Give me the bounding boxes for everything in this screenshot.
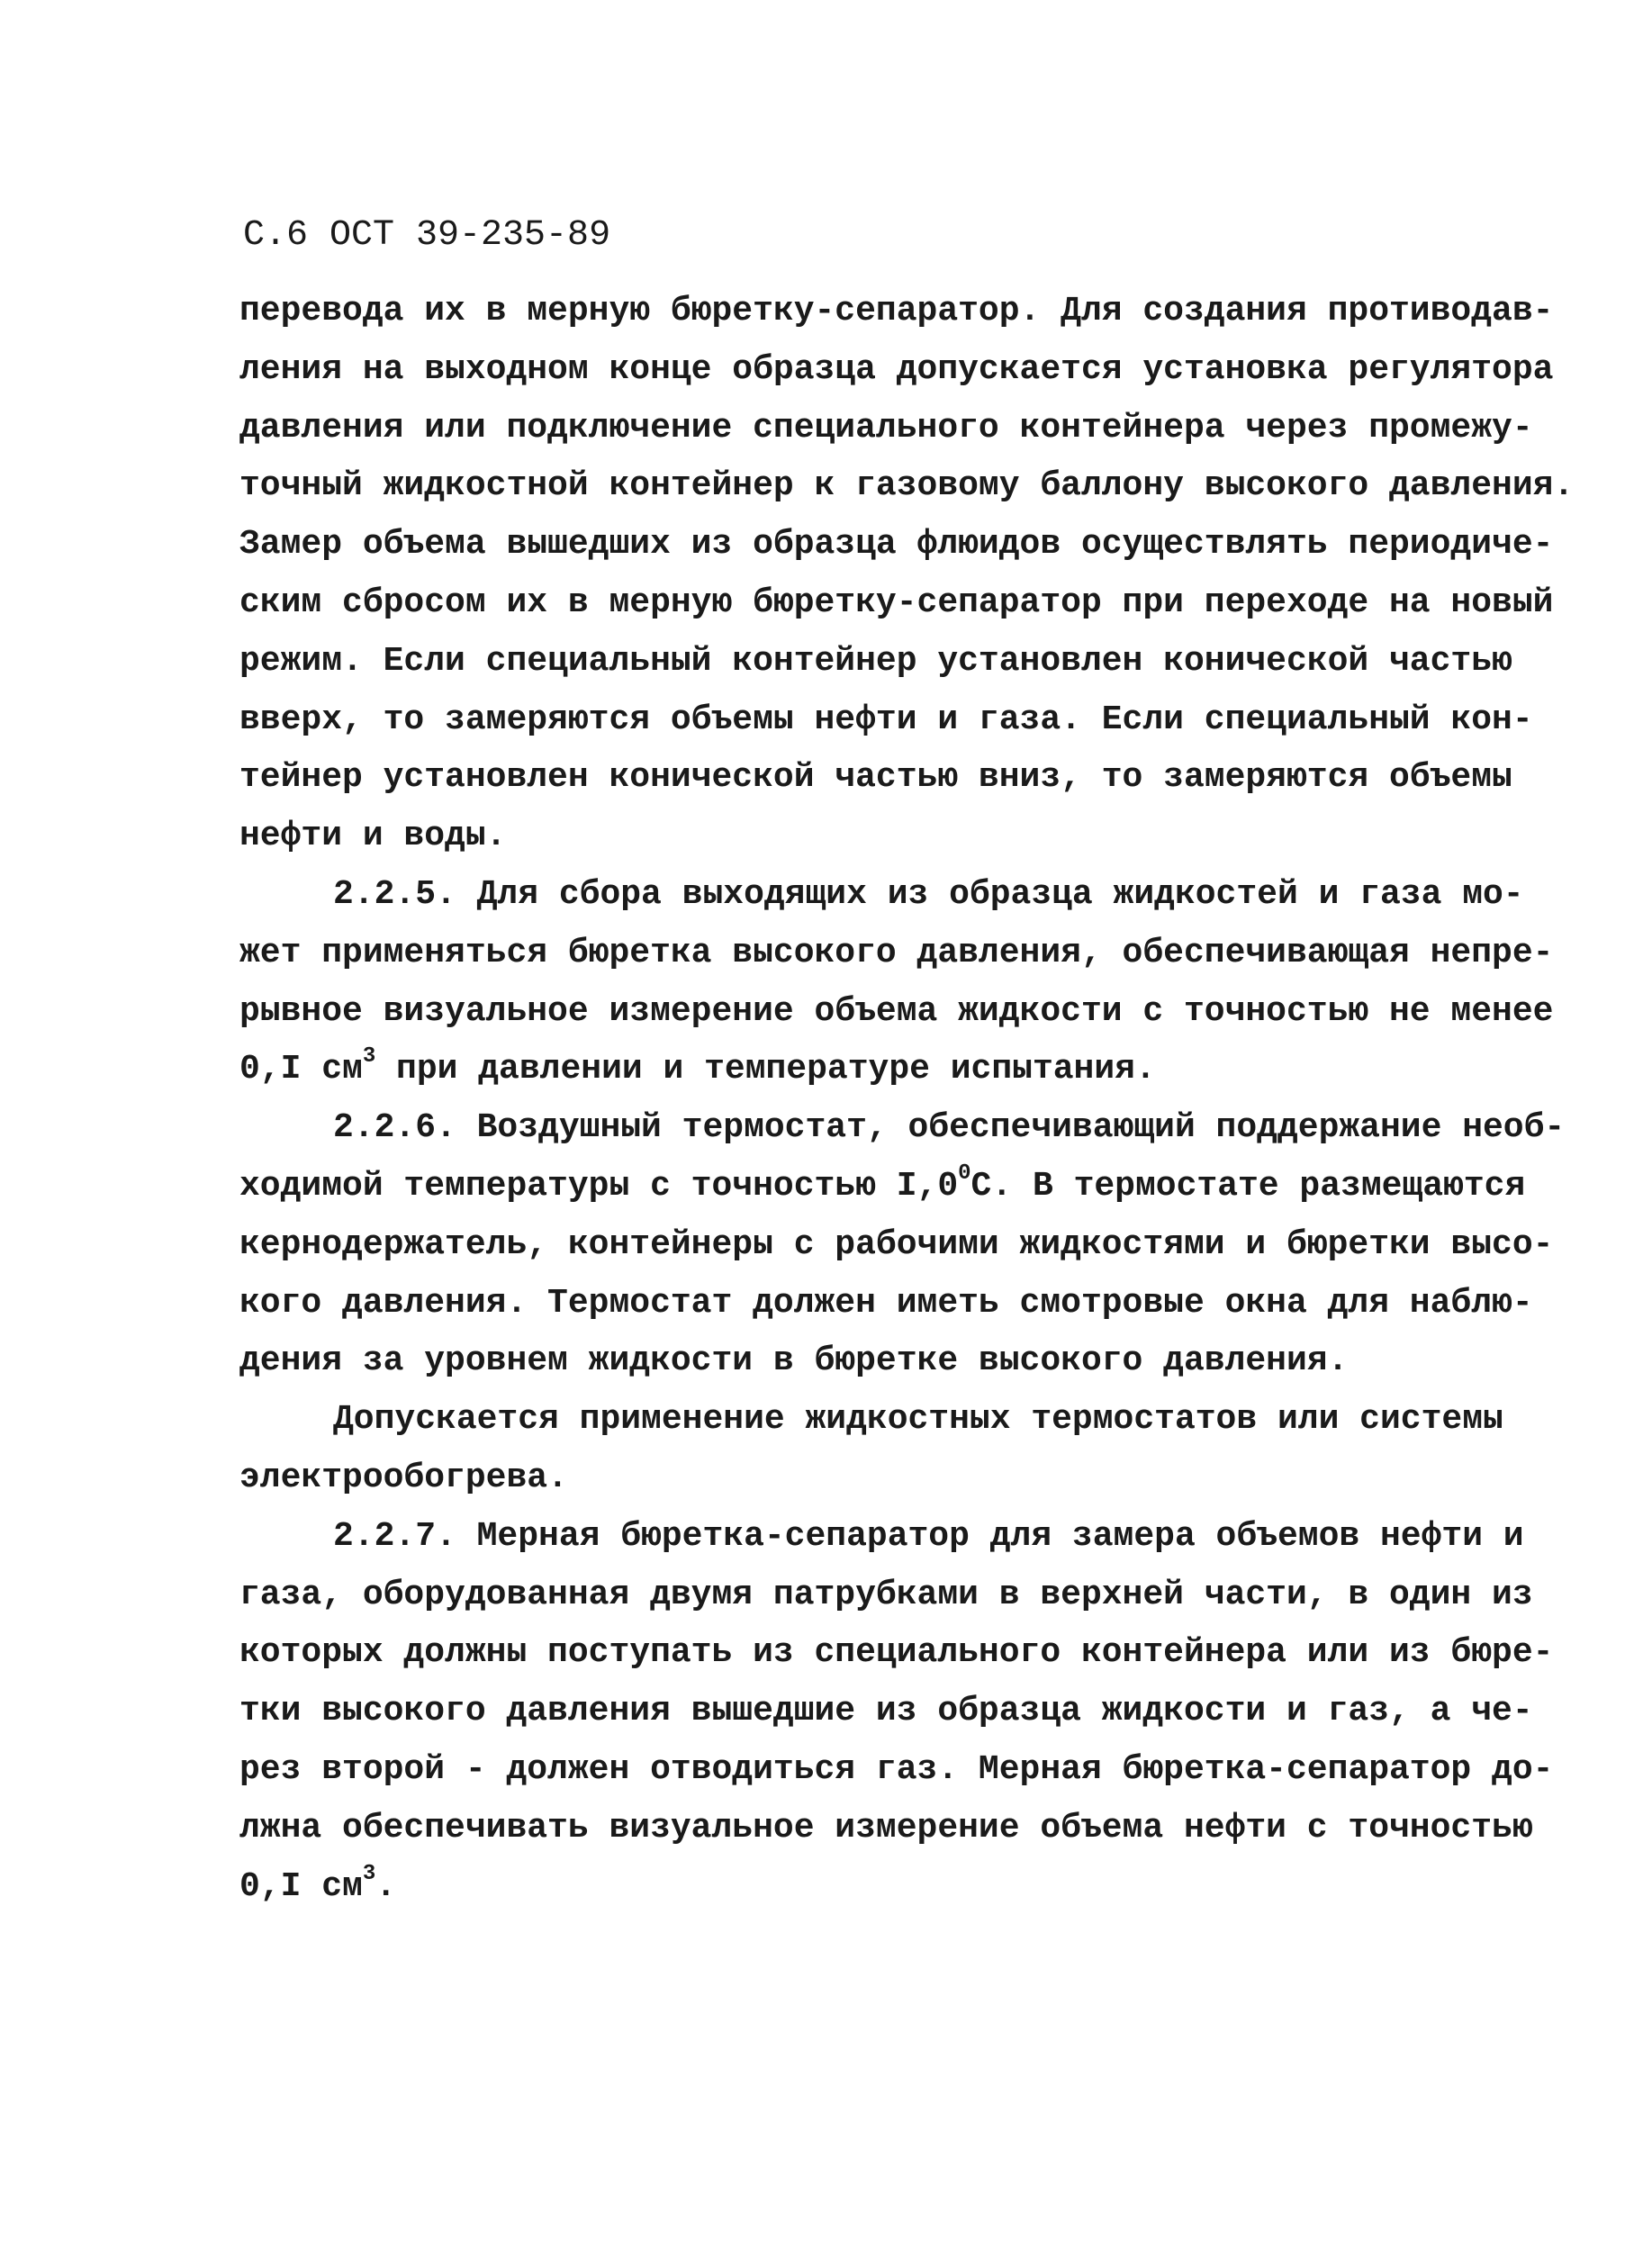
- text-fragment: ходимой температуры с точностью I,0: [239, 1166, 959, 1206]
- text-fragment: при давлении и температуре испытания.: [375, 1050, 1156, 1089]
- text-line: электрообогрева.: [239, 1458, 568, 1497]
- text-line: режим. Если специальный контейнер установлен конической частью: [239, 641, 1512, 681]
- text-line: перевода их в мерную бюретку-сепаратор. Для создания противодав-: [239, 292, 1554, 330]
- text-line: лжна обеспечивать визуальное измерение объема нефти с точностью: [239, 1808, 1533, 1847]
- text-line: жет применяться бюретка высокого давления, обеспечивающая непре-: [239, 933, 1554, 972]
- text-line: дения за уровнем жидкости в бюретке высокого давления.: [239, 1341, 1349, 1381]
- clause-2-2-5-first-line: 2.2.5. Для сбора выходящих из образца жидкостей и газа мо-: [333, 874, 1524, 914]
- text-line: Замер объема вышедших из образца флюидов осуществлять периодиче-: [239, 525, 1554, 564]
- text-line: тейнер установлен конической частью вниз, то замеряются объемы: [239, 758, 1512, 798]
- text-fragment: 0,I см: [239, 1866, 363, 1906]
- text-line: кернодержатель, контейнеры с рабочими жидкостями и бюретки высо-: [239, 1224, 1554, 1264]
- text-line: кого давления. Термостат должен иметь смотровые окна для наблю-: [239, 1283, 1533, 1323]
- text-line: вверх, то замеряются объемы нефти и газа. Если специальный кон-: [239, 700, 1533, 739]
- clause-2-2-7-first-line: 2.2.7. Мерная бюретка-сепаратор для замера объемов нефти и: [333, 1516, 1524, 1556]
- text-line: рез второй - должен отводиться газ. Мерная бюретка-сепаратор до-: [239, 1749, 1554, 1789]
- superscript: 3: [362, 1861, 376, 1886]
- text-line: рывное визуальное измерение объема жидкости с точностью не менее: [239, 991, 1554, 1031]
- text-line: которых должны поступать из специального контейнера или из бюре-: [239, 1633, 1554, 1673]
- text-fragment: 0,I см: [239, 1050, 363, 1089]
- superscript: 0: [958, 1161, 971, 1186]
- text-line: нефти и воды.: [239, 817, 507, 856]
- text-line: точный жидкостной контейнер к газовому баллону высокого давления.: [239, 466, 1575, 506]
- text-line: давления или подключение специального контейнера через промежу-: [239, 408, 1533, 447]
- text-line: [239, 1858, 1428, 1917]
- page-header: С.6 ОСТ 39-235-89: [243, 215, 611, 256]
- text-fragment: .: [375, 1866, 397, 1906]
- clause-2-2-6-first-line: 2.2.6. Воздушный термостат, обеспечивающий поддержание необ-: [333, 1108, 1566, 1148]
- text-line: [239, 1041, 1428, 1099]
- heaters-first-line: Допускается применение жидкостных термостатов или системы: [333, 1400, 1503, 1440]
- document-body: [239, 283, 1575, 1916]
- text-line: тки высокого давления вышедшие из образца жидкости и газ, а че-: [239, 1692, 1533, 1731]
- text-line: [239, 1158, 1526, 1216]
- text-fragment: С. В термостате размещаются: [970, 1166, 1526, 1206]
- text-line: ским сбросом их в мерную бюретку-сепаратор при переходе на новый: [239, 583, 1554, 622]
- superscript: 3: [362, 1044, 376, 1070]
- text-line: газа, оборудованная двумя патрубками в верхней части, в один из: [239, 1575, 1533, 1614]
- text-line: ления на выходном конце образца допускается установка регулятора: [239, 349, 1554, 389]
